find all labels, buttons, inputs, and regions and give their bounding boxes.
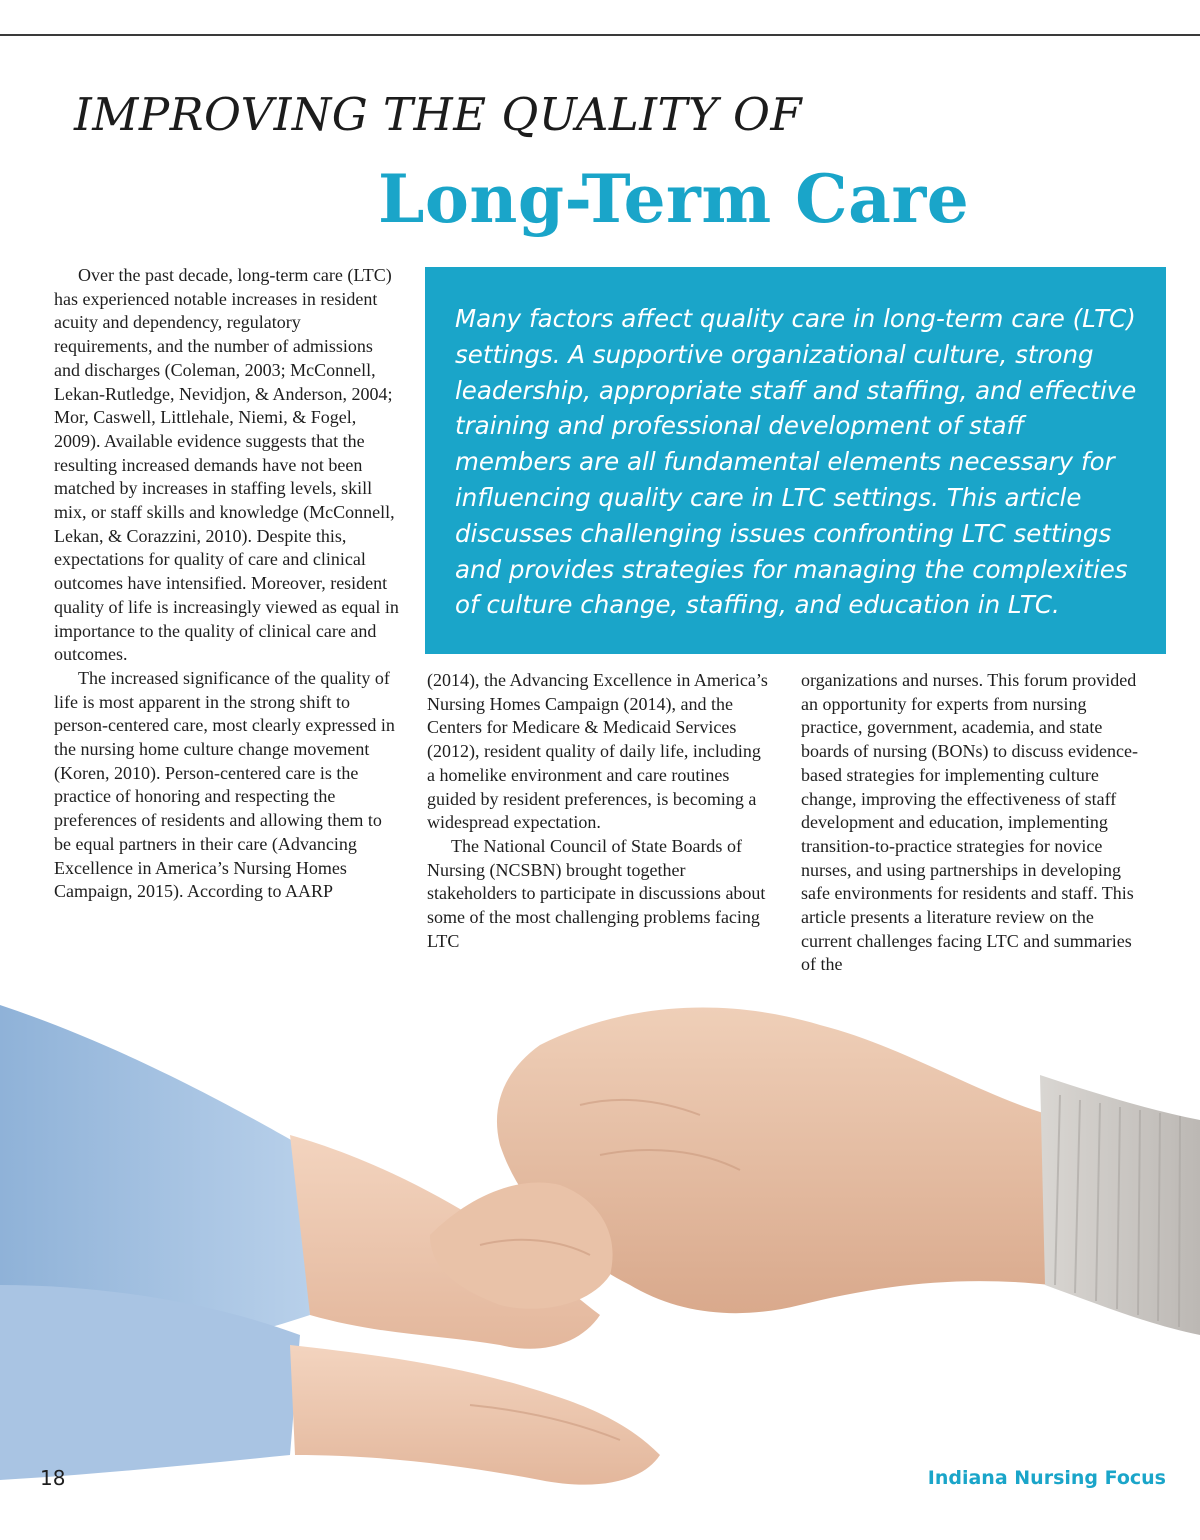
publication-name: Indiana Nursing Focus [927, 1467, 1166, 1489]
body-paragraph: organizations and nurses. This forum provided an opportunity for experts from nursing practice, government, academia, and state boards of nursing (BONs) to discuss evidence-based strategies for implementing culture change, improving the effectiveness of staff development and education, implementing transition-to-practice strategies for novice nurses, and using partnerships in developing safe environments for residents and staff. This article presents a literature review on the current challenges facing LTC and summaries of the [801, 670, 1138, 975]
top-rule [0, 34, 1200, 36]
body-paragraph: Over the past decade, long-term care (LTC) has experienced notable increases in resident acuity and dependency, regulatory requirements, and the number of admissions and discharges (Coleman, 2003; McConnell, Lekan-Rutledge, Nevidjon, & Anderson, 2004; Mor, Caswell, Littlehale, Niemi, & Fogel, 2009). Available evidence suggests that the resulting increased demands have not been matched by increases in staffing levels, skill mix, or staff skills and knowledge (McConnell, Lekan, & Corazzini, 2010). Despite this, expectations for quality of care and clinical outcomes have intensified. Moreover, resident quality of life is increasingly viewed as equal in importance to the quality of clinical care and outcomes. [54, 265, 399, 665]
body-paragraph: (2014), the Advancing Excellence in America’s Nursing Homes Campaign (2014), and the Centers for Medicare & Medicaid Services (2012), resident quality of daily life, including a homelike environment and care routines guided by resident preferences, is becoming a widespread expectation. [427, 670, 768, 833]
callout-box [425, 267, 1166, 654]
body-column-3 [801, 669, 1146, 977]
article-headline: Long-Term Care [378, 160, 970, 238]
body-paragraph: The increased significance of the quality of life is most apparent in the strong shift to person-centered care, most clearly expressed in the nursing home culture change movement (Koren, 2010). Person-centered care is the practice of honoring and respecting the preferences of residents and allowing them to be equal partners in their care (Advancing Excellence in America’s Nursing Homes Campaign, 2015). According to AARP [54, 667, 395, 902]
article-kicker: IMPROVING THE QUALITY OF [74, 88, 803, 141]
holding-hands-illustration [0, 985, 1200, 1490]
young-hand-lower [290, 1345, 660, 1485]
callout-text: Many factors affect quality care in long-term care (LTC) settings. A supportive organizational culture, strong leadership, appropriate staff and staffing, and effective training and professional development of staff members are all fundamental elements necessary for influencing quality care in LTC settings. This article discusses challenging issues confronting LTC settings and provides strategies for managing the complexities of culture change, staffing, and education in LTC. [455, 304, 1137, 620]
body-column-2 [427, 669, 772, 953]
holding-hands-photo [0, 985, 1200, 1490]
body-column-1 [54, 264, 399, 904]
body-paragraph: The National Council of State Boards of Nursing (NCSBN) brought together stakeholders to participate in discussions about some of the most challenging problems facing LTC [427, 835, 766, 951]
page-number: 18 [40, 1466, 66, 1490]
